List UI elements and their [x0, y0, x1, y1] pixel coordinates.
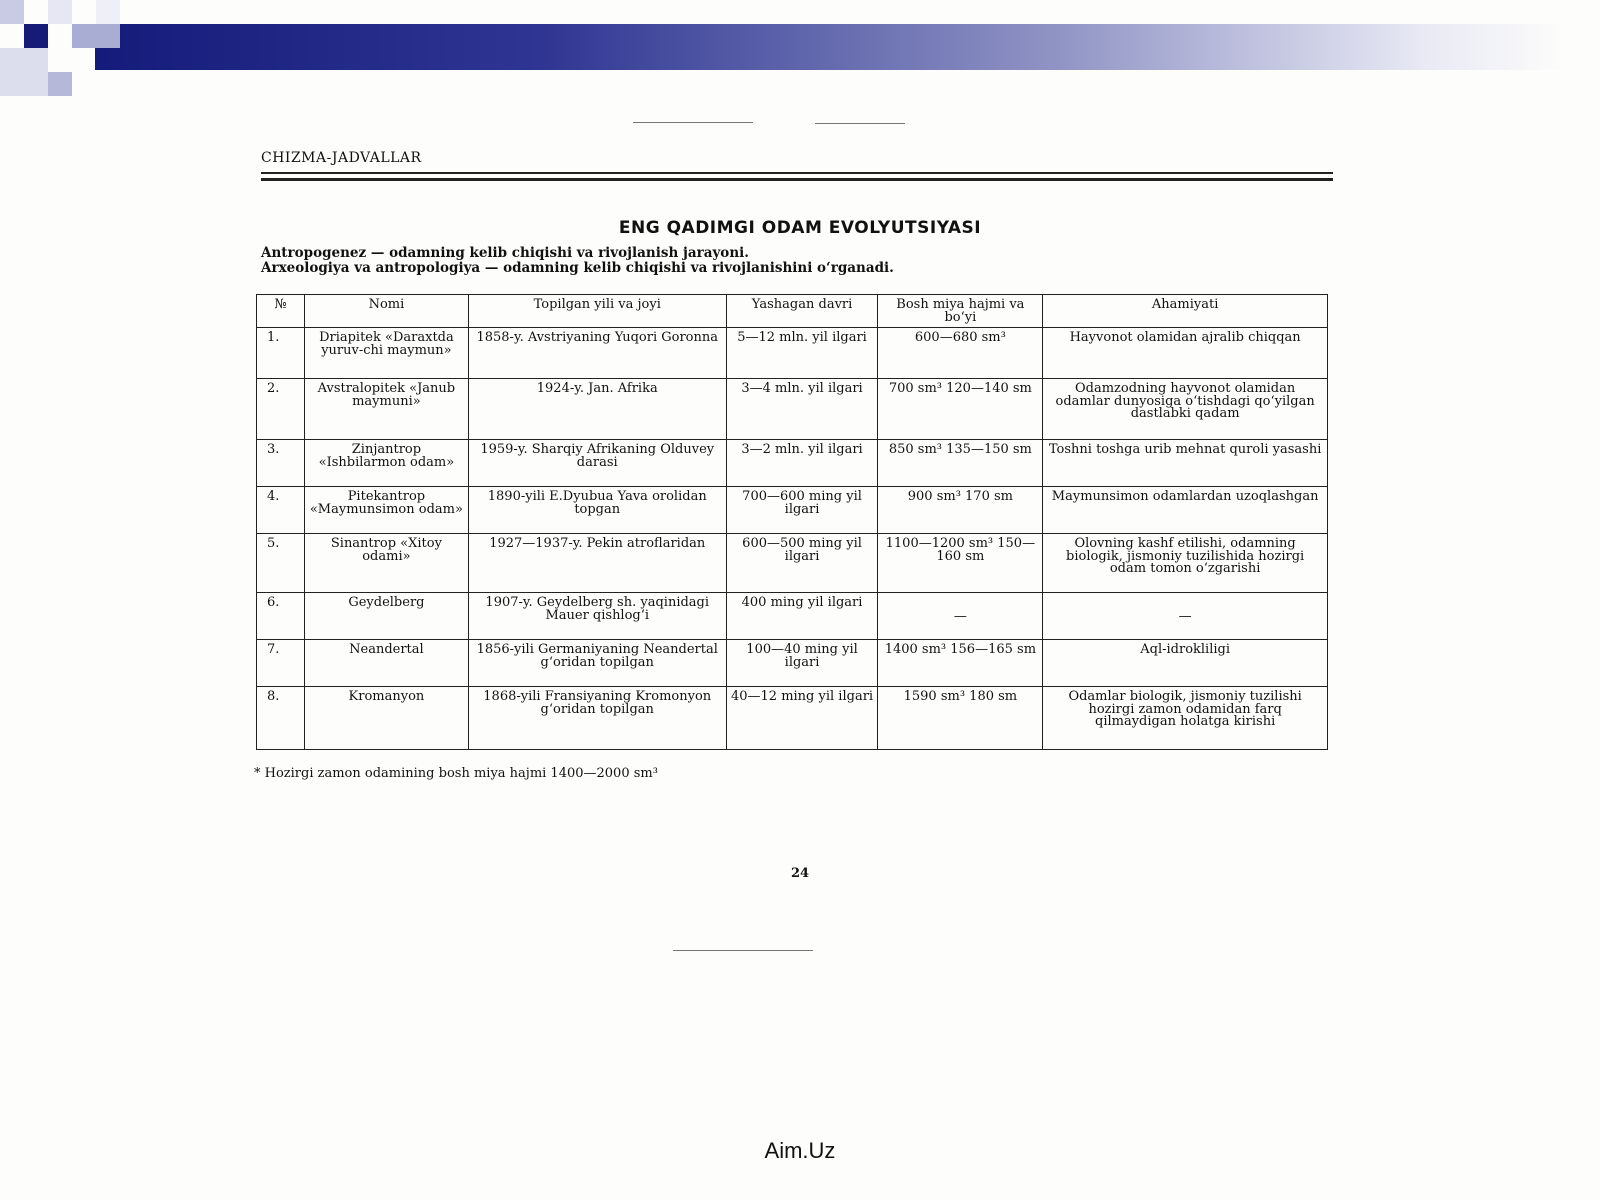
- cell-name: Pitekantrop «Maymunsimon odam»: [304, 487, 468, 534]
- cell-period: 100—40 ming yil ilgari: [726, 640, 878, 687]
- cell-found: 1856-yili Germaniyaning Neandertal g‘oridan topilgan: [468, 640, 726, 687]
- cell-brain: 600—680 sm³: [878, 328, 1043, 379]
- header-gradient-bar: [95, 24, 1570, 70]
- cell-significance: Odamlar biologik, jismoniy tuzilishi hozirgi zamon odamidan farq qilmaydigan holatga kirishi: [1043, 687, 1328, 750]
- cell-brain: 900 sm³ 170 sm: [878, 487, 1043, 534]
- cell-found: 1907-y. Geydelberg sh. yaqinidagi Mauer qishlog‘i: [468, 593, 726, 640]
- header-square: [24, 24, 48, 48]
- cell-brain: —: [878, 593, 1043, 640]
- slide-footer: Aim.Uz: [764, 1138, 836, 1163]
- table-row: [257, 379, 1328, 440]
- cell-found: 1868-yili Fransiyaning Kromonyon g‘oridan topilgan: [468, 687, 726, 750]
- cell-period: 3—4 mln. yil ilgari: [726, 379, 878, 440]
- cell-brain: 700 sm³ 120—140 sm: [878, 379, 1043, 440]
- cell-num: 7.: [257, 640, 305, 687]
- column-header-found: Topilgan yili va joyi: [468, 295, 726, 328]
- table-row: [257, 534, 1328, 593]
- cell-found: 1924-y. Jan. Afrika: [468, 379, 726, 440]
- cell-significance: Odamzodning hayvonot olamidan odamlar dunyosiga o‘tishdagi qo‘yilgan dastlabki qadam: [1043, 379, 1328, 440]
- cell-period: 700—600 ming yil ilgari: [726, 487, 878, 534]
- cell-found: 1927—1937-y. Pekin atroflaridan: [468, 534, 726, 593]
- table-row: [257, 328, 1328, 379]
- header-rule: [261, 178, 1333, 181]
- column-header-num: №: [257, 295, 305, 328]
- cell-found: 1890-yili E.Dyubua Yava orolidan topgan: [468, 487, 726, 534]
- cell-significance: Hayvonot olamidan ajralib chiqqan: [1043, 328, 1328, 379]
- header-square: [48, 0, 72, 24]
- intro-line: Antropogenez — odamning kelib chiqishi va rivojlanish jarayoni.: [261, 245, 749, 261]
- cell-period: 3—2 mln. yil ilgari: [726, 440, 878, 487]
- cell-name: Geydelberg: [304, 593, 468, 640]
- cell-period: 600—500 ming yil ilgari: [726, 534, 878, 593]
- scan-mark: [815, 123, 905, 124]
- table-row: [257, 687, 1328, 750]
- header-square: [0, 0, 24, 24]
- cell-num: 2.: [257, 379, 305, 440]
- scan-mark: [633, 122, 753, 123]
- cell-significance: Maymunsimon odamlardan uzoqlashgan: [1043, 487, 1328, 534]
- cell-found: 1959-y. Sharqiy Afrikaning Olduvey darasi: [468, 440, 726, 487]
- cell-brain: 1400 sm³ 156—165 sm: [878, 640, 1043, 687]
- scan-mark: [673, 950, 813, 951]
- running-head: CHIZMA-JADVALLAR: [261, 150, 422, 166]
- column-header-brain: Bosh miya hajmi va bo‘yi: [878, 295, 1043, 328]
- cell-name: Sinantrop «Xitoy odami»: [304, 534, 468, 593]
- column-header-name: Nomi: [304, 295, 468, 328]
- page-title: ENG QADIMGI ODAM EVOLYUTSIYASI: [618, 218, 982, 238]
- cell-period: 5—12 mln. yil ilgari: [726, 328, 878, 379]
- column-header-period: Yashagan davri: [726, 295, 878, 328]
- cell-name: Neandertal: [304, 640, 468, 687]
- header-square: [48, 72, 72, 96]
- table-header-row: [257, 295, 1328, 328]
- table-row: [257, 440, 1328, 487]
- cell-brain: 1100—1200 sm³ 150—160 sm: [878, 534, 1043, 593]
- footnote: * Hozirgi zamon odamining bosh miya hajmi 1400—2000 sm³: [254, 766, 658, 781]
- cell-name: Zinjantrop «Ishbilarmon odam»: [304, 440, 468, 487]
- cell-name: Avstralopitek «Janub maymuni»: [304, 379, 468, 440]
- cell-num: 5.: [257, 534, 305, 593]
- cell-significance: Aql-idrokliligi: [1043, 640, 1328, 687]
- cell-name: Driapitek «Daraxtda yuruv-chi maymun»: [304, 328, 468, 379]
- table-row: [257, 487, 1328, 534]
- header-square: [96, 0, 120, 24]
- intro-line: Arxeologiya va antropologiya — odamning kelib chiqishi va rivojlanishini o‘rganadi.: [261, 260, 894, 276]
- cell-num: 6.: [257, 593, 305, 640]
- cell-name: Kromanyon: [304, 687, 468, 750]
- cell-num: 1.: [257, 328, 305, 379]
- column-header-significance: Ahamiyati: [1043, 295, 1328, 328]
- header-square: [0, 48, 48, 96]
- cell-period: 40—12 ming yil ilgari: [726, 687, 878, 750]
- table-row: [257, 640, 1328, 687]
- cell-num: 3.: [257, 440, 305, 487]
- cell-significance: Toshni toshga urib mehnat quroli yasashi: [1043, 440, 1328, 487]
- cell-period: 400 ming yil ilgari: [726, 593, 878, 640]
- table-row: [257, 593, 1328, 640]
- cell-brain: 850 sm³ 135—150 sm: [878, 440, 1043, 487]
- cell-significance: Olovning kashf etilishi, odamning biologik, jismoniy tuzilishida hozirgi odam tomon o‘zgarishi: [1043, 534, 1328, 593]
- intro-text: [261, 246, 894, 276]
- page-number: 24: [790, 866, 810, 881]
- header-square: [72, 24, 120, 48]
- header-rule: [261, 172, 1333, 174]
- cell-brain: 1590 sm³ 180 sm: [878, 687, 1043, 750]
- cell-num: 4.: [257, 487, 305, 534]
- cell-num: 8.: [257, 687, 305, 750]
- cell-significance: —: [1043, 593, 1328, 640]
- cell-found: 1858-y. Avstriyaning Yuqori Goronna: [468, 328, 726, 379]
- evolution-table: [256, 294, 1328, 750]
